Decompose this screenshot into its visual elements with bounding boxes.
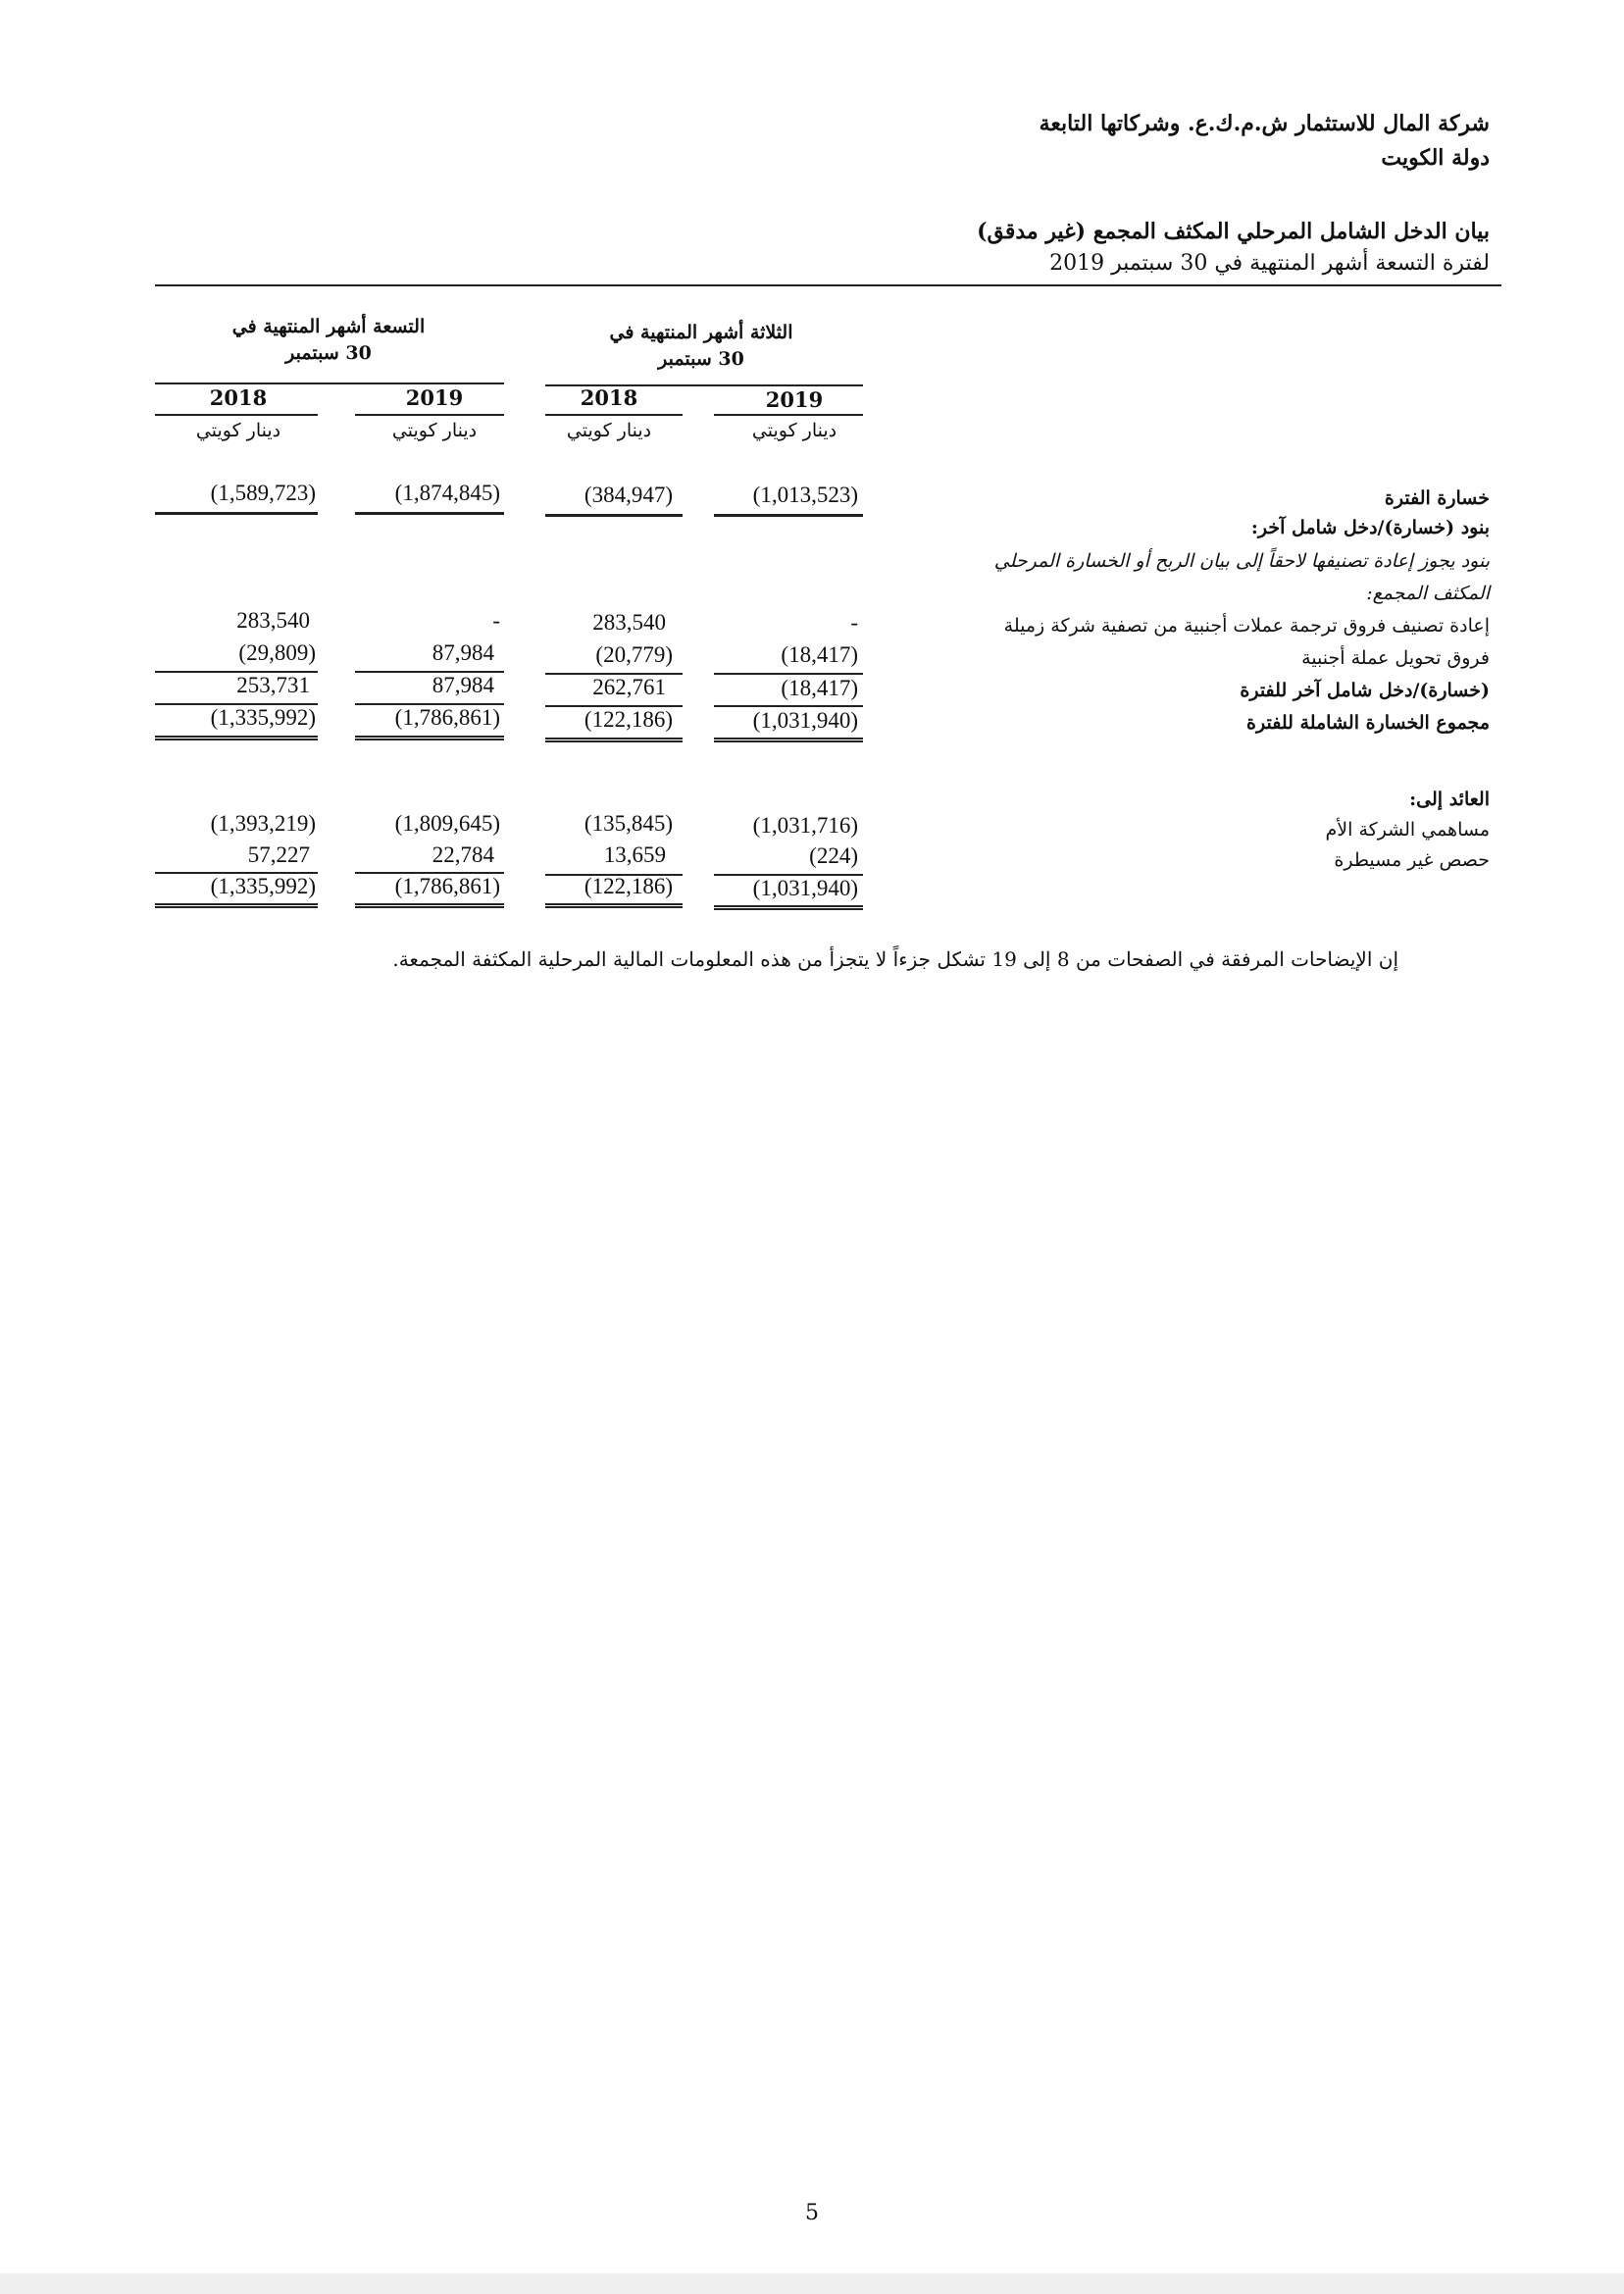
cell-oci-q3-2019: (18,417) xyxy=(781,676,858,700)
year-m9-2018: 2018 xyxy=(209,385,268,410)
nine-months-date: 30 سبتمبر xyxy=(285,342,372,364)
dbl-rule-attr-q3-2018 xyxy=(545,903,683,908)
cell-nci-m9-2019: 22,784 xyxy=(431,842,494,867)
label-oci-for-period: (خسارة)/دخل شامل آخر للفترة xyxy=(1240,680,1490,701)
country: دولة الكويت xyxy=(1381,145,1490,171)
cell-reclass-q3-2018: 283,540 xyxy=(592,610,666,635)
rule-loss-q3-2018 xyxy=(545,514,683,517)
label-parent-shareholders: مساهمي الشركة الأم xyxy=(1325,819,1490,841)
cell-loss-q3-2019: (1,013,523) xyxy=(752,483,858,507)
cell-reclass-m9-2018: 283,540 xyxy=(236,608,310,633)
rule-oci-q3-2019 xyxy=(714,705,863,707)
cell-fx-m9-2018: (29,809) xyxy=(238,640,316,665)
cell-fx-m9-2019: 87,984 xyxy=(431,640,494,665)
cell-total-q3-2018: (122,186) xyxy=(584,707,673,732)
cell-nci-q3-2019: (224) xyxy=(809,843,858,868)
unit-q3-2018: دينار كويتي xyxy=(566,420,652,441)
year-q3-2018: 2018 xyxy=(580,385,638,410)
cell-oci-m9-2018: 253,731 xyxy=(236,673,310,697)
cell-attr-total-m9-2018: (1,335,992) xyxy=(210,874,316,898)
dbl-rule-total-m9-2018 xyxy=(155,736,318,740)
dbl-rule-attr-m9-2018 xyxy=(155,903,318,908)
cell-oci-q3-2018: 262,761 xyxy=(592,675,666,699)
cell-parent-q3-2019: (1,031,716) xyxy=(752,813,858,838)
rule-loss-m9-2018 xyxy=(155,512,318,515)
cell-loss-m9-2019: (1,874,845) xyxy=(394,481,500,505)
dbl-rule-total-q3-2019 xyxy=(714,738,863,742)
dbl-rule-total-m9-2019 xyxy=(355,736,504,740)
cell-total-m9-2018: (1,335,992) xyxy=(210,705,316,730)
header-rule xyxy=(155,284,1501,286)
label-period-loss: خسارة الفترة xyxy=(1384,487,1490,509)
cell-nci-q3-2018: 13,659 xyxy=(603,842,666,867)
nine-months-rule xyxy=(155,382,504,384)
page-number: 5 xyxy=(805,2201,819,2225)
rule-fx-q3-2019 xyxy=(714,673,863,675)
cell-attr-total-q3-2019: (1,031,940) xyxy=(752,876,858,900)
cell-reclass-q3-2019: - xyxy=(850,610,858,635)
cell-nci-m9-2018: 57,227 xyxy=(247,842,310,867)
cell-fx-q3-2018: (20,779) xyxy=(595,642,673,667)
year-rule-m9-2019 xyxy=(355,414,504,416)
three-months-header xyxy=(539,320,863,373)
label-non-controlling: حصص غير مسيطرة xyxy=(1334,849,1490,871)
cell-total-q3-2019: (1,031,940) xyxy=(752,708,858,733)
label-fx-translation: فروق تحويل عملة أجنبية xyxy=(1301,647,1490,669)
cell-parent-m9-2018: (1,393,219) xyxy=(210,811,316,836)
cell-loss-m9-2018: (1,589,723) xyxy=(210,481,316,505)
statement-title: بيان الدخل الشامل المرحلي المكثف المجمع (غير مدقق) xyxy=(977,219,1490,244)
cell-reclass-m9-2019: - xyxy=(492,608,500,633)
notes-disclaimer: إن الإيضاحات المرفقة في الصفحات من 8 إلى 19 تشكل جزءاً لا يتجزأ من هذه المعلومات المالية المرحلية المكثفة المجمعة. xyxy=(392,947,1398,971)
year-m9-2019: 2019 xyxy=(405,385,464,410)
rule-loss-m9-2019 xyxy=(355,512,504,515)
label-attributable-to: العائد إلى: xyxy=(1409,789,1490,810)
label-reclassifiable-items: بنود يجوز إعادة تصنيفها لاحقاً إلى بيان الربح أو الخسارة المرحلي xyxy=(993,550,1490,572)
nine-months-header xyxy=(152,314,505,367)
scan-bottom-strip xyxy=(0,2273,1624,2294)
year-q3-2019: 2019 xyxy=(765,387,824,412)
year-rule-q3-2018 xyxy=(545,414,683,416)
label-total-comprehensive-loss: مجموع الخسارة الشاملة للفترة xyxy=(1246,712,1490,734)
cell-loss-q3-2018: (384,947) xyxy=(584,483,673,507)
unit-q3-2019: دينار كويتي xyxy=(751,420,837,441)
cell-fx-q3-2019: (18,417) xyxy=(781,642,858,667)
three-months-title: الثلاثة أشهر المنتهية في xyxy=(609,322,793,343)
dbl-rule-total-q3-2018 xyxy=(545,738,683,742)
year-rule-m9-2018 xyxy=(155,414,318,416)
cell-attr-total-m9-2019: (1,786,861) xyxy=(394,874,500,898)
cell-attr-total-q3-2018: (122,186) xyxy=(584,874,673,898)
unit-m9-2019: دينار كويتي xyxy=(391,420,478,441)
cell-oci-m9-2019: 87,984 xyxy=(431,673,494,697)
unit-m9-2018: دينار كويتي xyxy=(195,420,281,441)
cell-parent-m9-2019: (1,809,645) xyxy=(394,811,500,836)
label-reclassifiable-items-cont: المكثف المجمع: xyxy=(1366,583,1490,604)
statement-period: لفترة التسعة أشهر المنتهية في 30 سبتمبر 2019 xyxy=(1049,251,1490,276)
three-months-date: 30 سبتمبر xyxy=(658,348,744,370)
company-name: شركة المال للاستثمار ش.م.ك.ع. وشركاتها التابعة xyxy=(1039,111,1490,136)
year-rule-q3-2019 xyxy=(714,414,863,416)
label-reclassification: إعادة تصنيف فروق ترجمة عملات أجنبية من تصفية شركة زميلة xyxy=(1003,615,1490,637)
nine-months-title: التسعة أشهر المنتهية في xyxy=(231,316,426,337)
dbl-rule-attr-m9-2019 xyxy=(355,903,504,908)
dbl-rule-attr-q3-2019 xyxy=(714,905,863,910)
cell-parent-q3-2018: (135,845) xyxy=(584,811,673,836)
cell-total-m9-2019: (1,786,861) xyxy=(394,705,500,730)
label-oci-items: بنود (خسارة)/دخل شامل آخر: xyxy=(1250,517,1490,538)
rule-loss-q3-2019 xyxy=(714,514,863,517)
